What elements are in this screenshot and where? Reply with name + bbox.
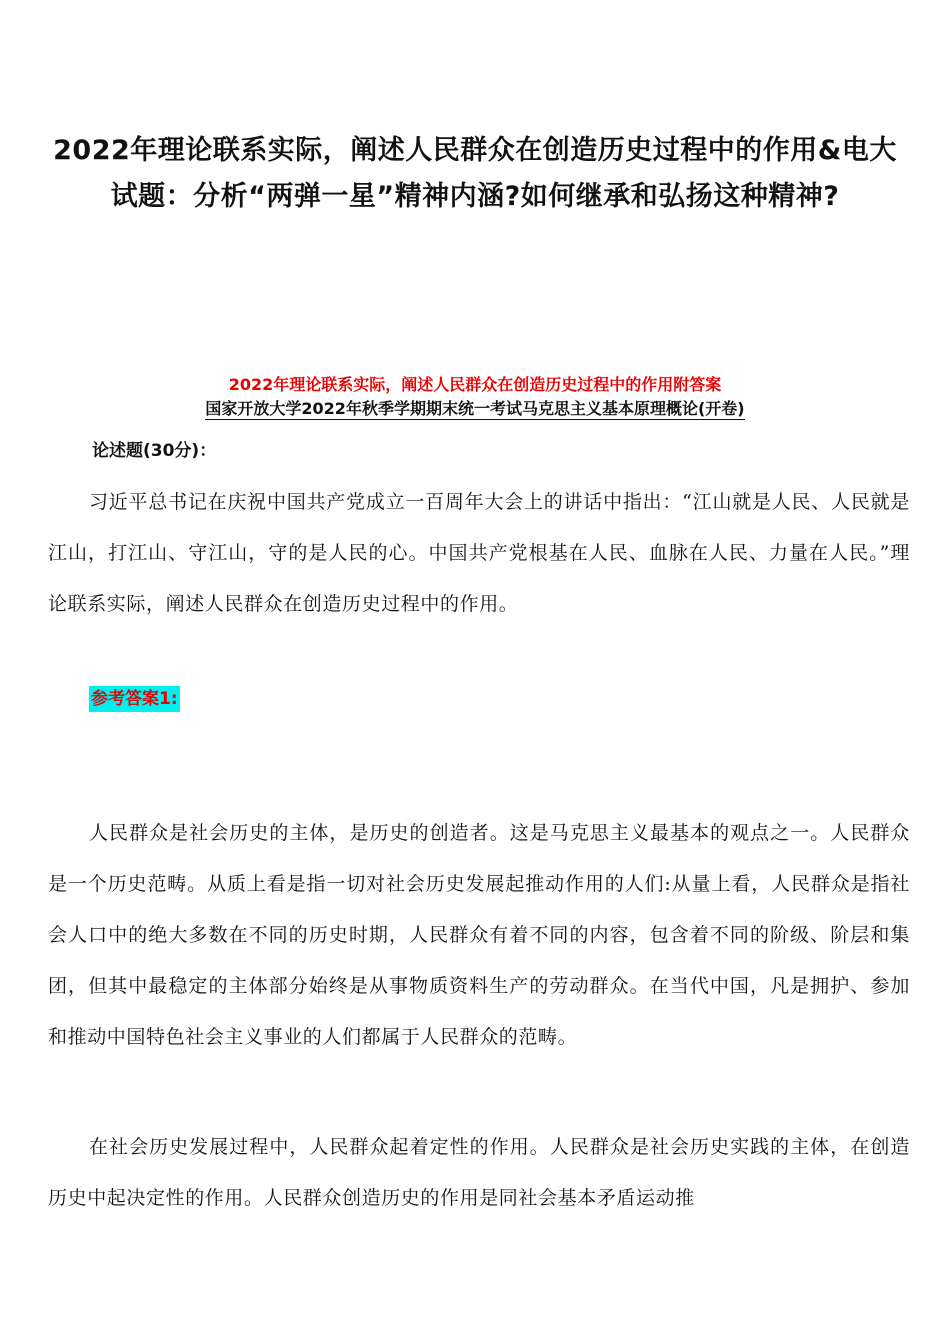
answer-paragraph-1: 人民群众是社会历史的主体，是历史的创造者。这是马克思主义最基本的观点之一。人民群众是一个历史范畴。从质上看是指一切对社会历史发展起推动作用的人们:从量上看，人民群众是指社会人口中的绝大多数在不同的历史时期，人民群众有着不同的内容，包含着不同的阶级、阶层和集团，但其中最稳定的主体部分始终是从事物质资料生产的劳动群众。在当代中国，凡是拥护、参加和推动中国特色社会主义事业的人们都属于人民群众的范畴。 — [48, 822, 910, 1048]
answer-paragraph-2: 在社会历史发展过程中，人民群众起着定性的作用。人民群众是社会历史实践的主体，在创造历史中起决定性的作用。人民群众创造历史的作用是同社会基本矛盾运动推 — [48, 1136, 910, 1209]
exam-subheading — [0, 398, 950, 420]
document-title: 2022年理论联系实际，阐述人民群众在创造历史过程中的作用&电大试题：分析“两弹一星”精神内涵?如何继承和弘扬这种精神? — [53, 135, 897, 212]
answer-label: 参考答案1: — [89, 686, 180, 712]
red-subheading: 2022年理论联系实际，阐述人民群众在创造历史过程中的作用附答案 — [228, 375, 722, 394]
section-label: 论述题(30分)： — [92, 441, 217, 461]
exam-subheading-text: 国家开放大学2022年秋季学期期末统一考试马克思主义基本原理概论(开卷) — [205, 399, 745, 418]
question-paragraph: 习近平总书记在庆祝中国共产党成立一百周年大会上的讲话中指出：“江山就是人民、人民就是江山，打江山、守江山，守的是人民的心。中国共产党根基在人民、血脉在人民、力量在人民。”理论联系实际，阐述人民群众在创造历史过程中的作用。 — [48, 491, 910, 615]
